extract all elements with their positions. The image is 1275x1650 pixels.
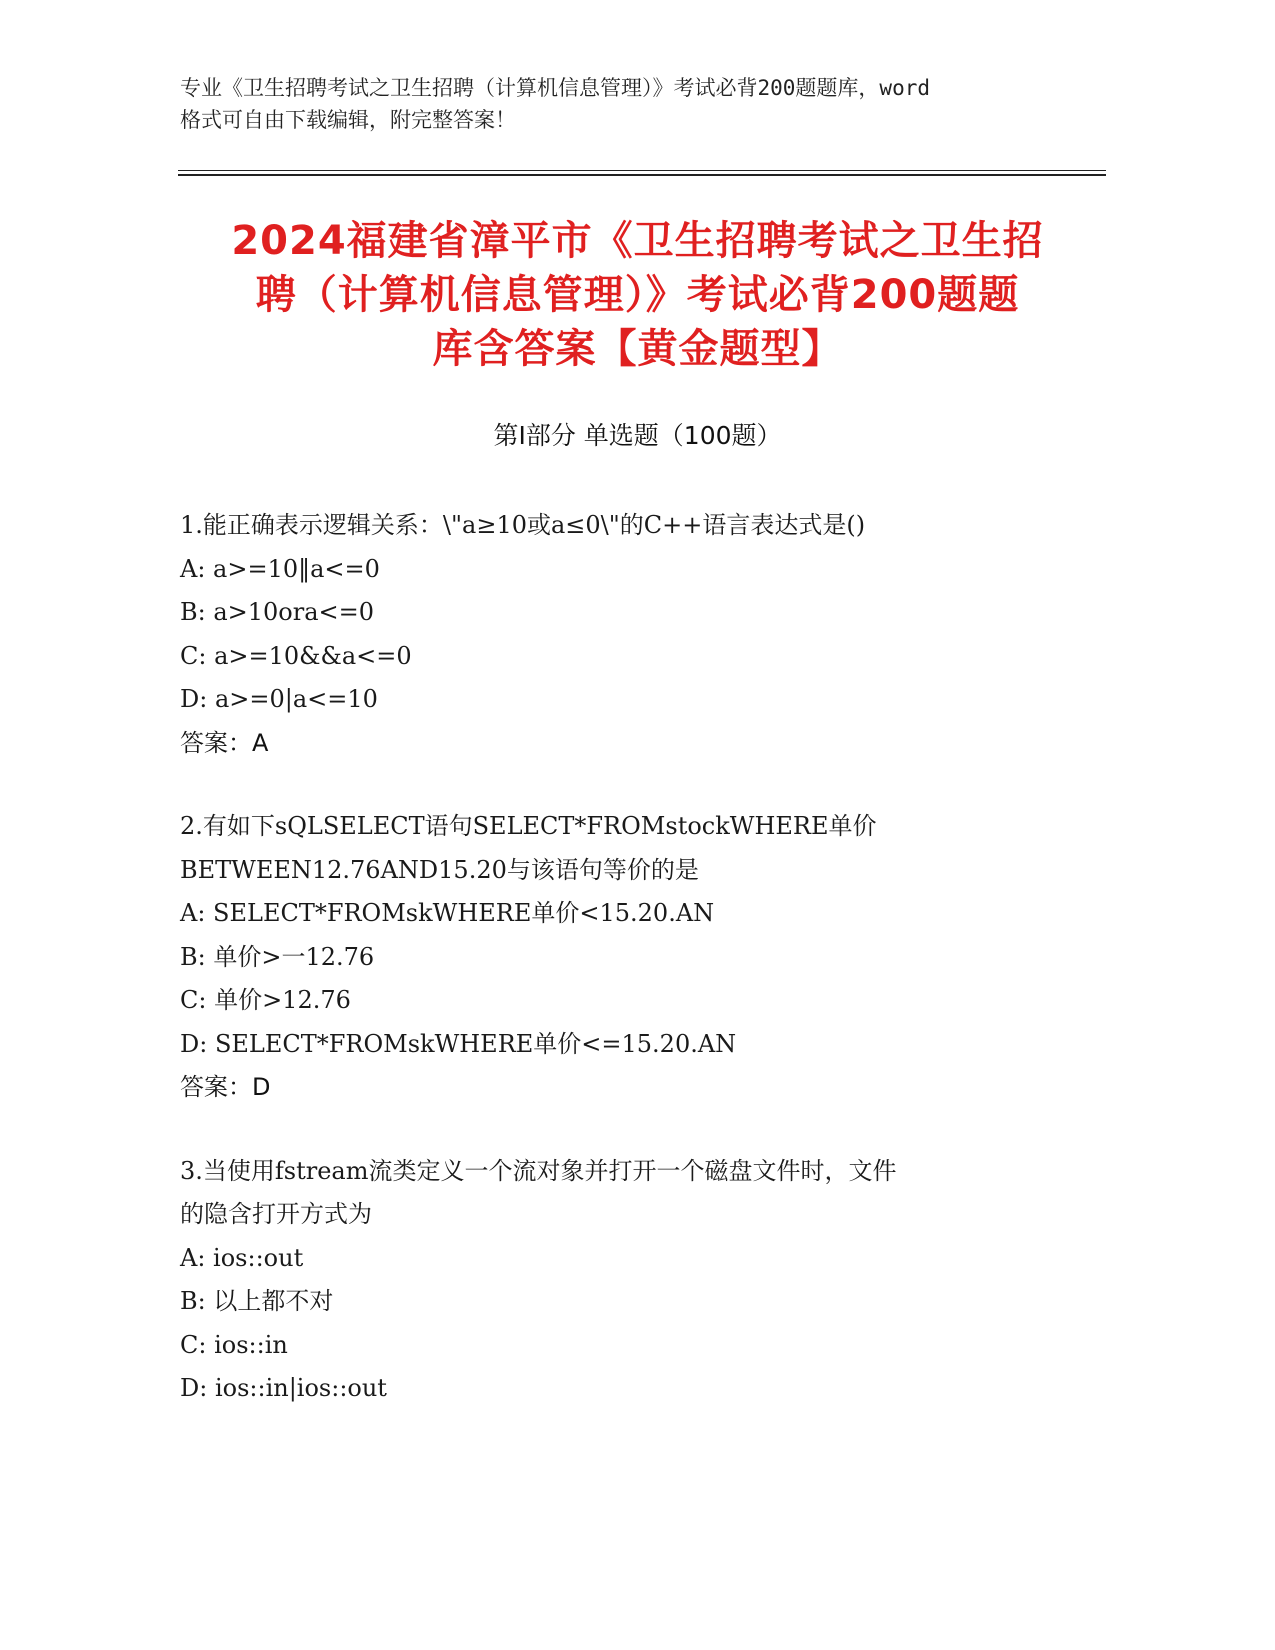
section-heading: 第Ⅰ部分 单选题（100题） [493, 421, 782, 450]
question-stem-line-2: BETWEEN12.76AND15.20与该语句等价的是 [180, 855, 699, 884]
header-divider-thick [178, 174, 1106, 176]
question-stem-line-1: 2.有如下sQLSELECT语句SELECT*FROMstockWHERE单价 [180, 812, 877, 840]
question-1 [180, 504, 1080, 765]
title-line-2: 聘（计算机信息管理）》考试必背200题题 [255, 272, 1020, 318]
option-d: D: ios::in|ios::out [180, 1374, 387, 1402]
option-a: A: SELECT*FROMskWHERE单价<15.20.AN [180, 899, 715, 927]
option-d: D: SELECT*FROMskWHERE单价<=15.20.AN [180, 1029, 737, 1058]
answer: 答案：A [180, 728, 269, 757]
option-b: B: a>10ora<=0 [180, 598, 375, 626]
option-c: C: ios::in [180, 1330, 288, 1359]
header-note [180, 72, 1060, 136]
question-stem-line-2: 的隐含打开方式为 [180, 1200, 372, 1228]
title-line-3: 库含答案【黄金题型】 [432, 326, 843, 372]
question-stem: 1.能正确表示逻辑关系：\"a≥10或a≤0\"的C++语言表达式是() [180, 511, 866, 539]
header-note-line-2: 格式可自由下载编辑，附完整答案！ [180, 108, 516, 132]
option-c: C: a>=10&&a<=0 [180, 641, 412, 670]
question-stem-line-1: 3.当使用fstream流类定义一个流对象并打开一个磁盘文件时，文件 [180, 1156, 897, 1185]
option-c: C: 单价>12.76 [180, 986, 351, 1014]
question-2 [180, 805, 1080, 1110]
answer: 答案：D [180, 1073, 271, 1101]
title-line-1: 2024福建省漳平市《卫生招聘考试之卫生招 [231, 218, 1044, 264]
option-a: A: a>=10‖a<=0 [180, 554, 380, 583]
option-a: A: ios::out [180, 1243, 304, 1272]
header-divider-thin [178, 170, 1106, 171]
question-list [180, 504, 1080, 1451]
document-title [160, 214, 1115, 376]
option-d: D: a>=0|a<=10 [180, 685, 378, 713]
question-3 [180, 1150, 1080, 1411]
option-b: B: 以上都不对 [180, 1287, 334, 1315]
header-note-line-1: 专业《卫生招聘考试之卫生招聘（计算机信息管理）》考试必背200题题库，word [180, 76, 930, 100]
option-b: B: 单价>一12.76 [180, 942, 375, 971]
